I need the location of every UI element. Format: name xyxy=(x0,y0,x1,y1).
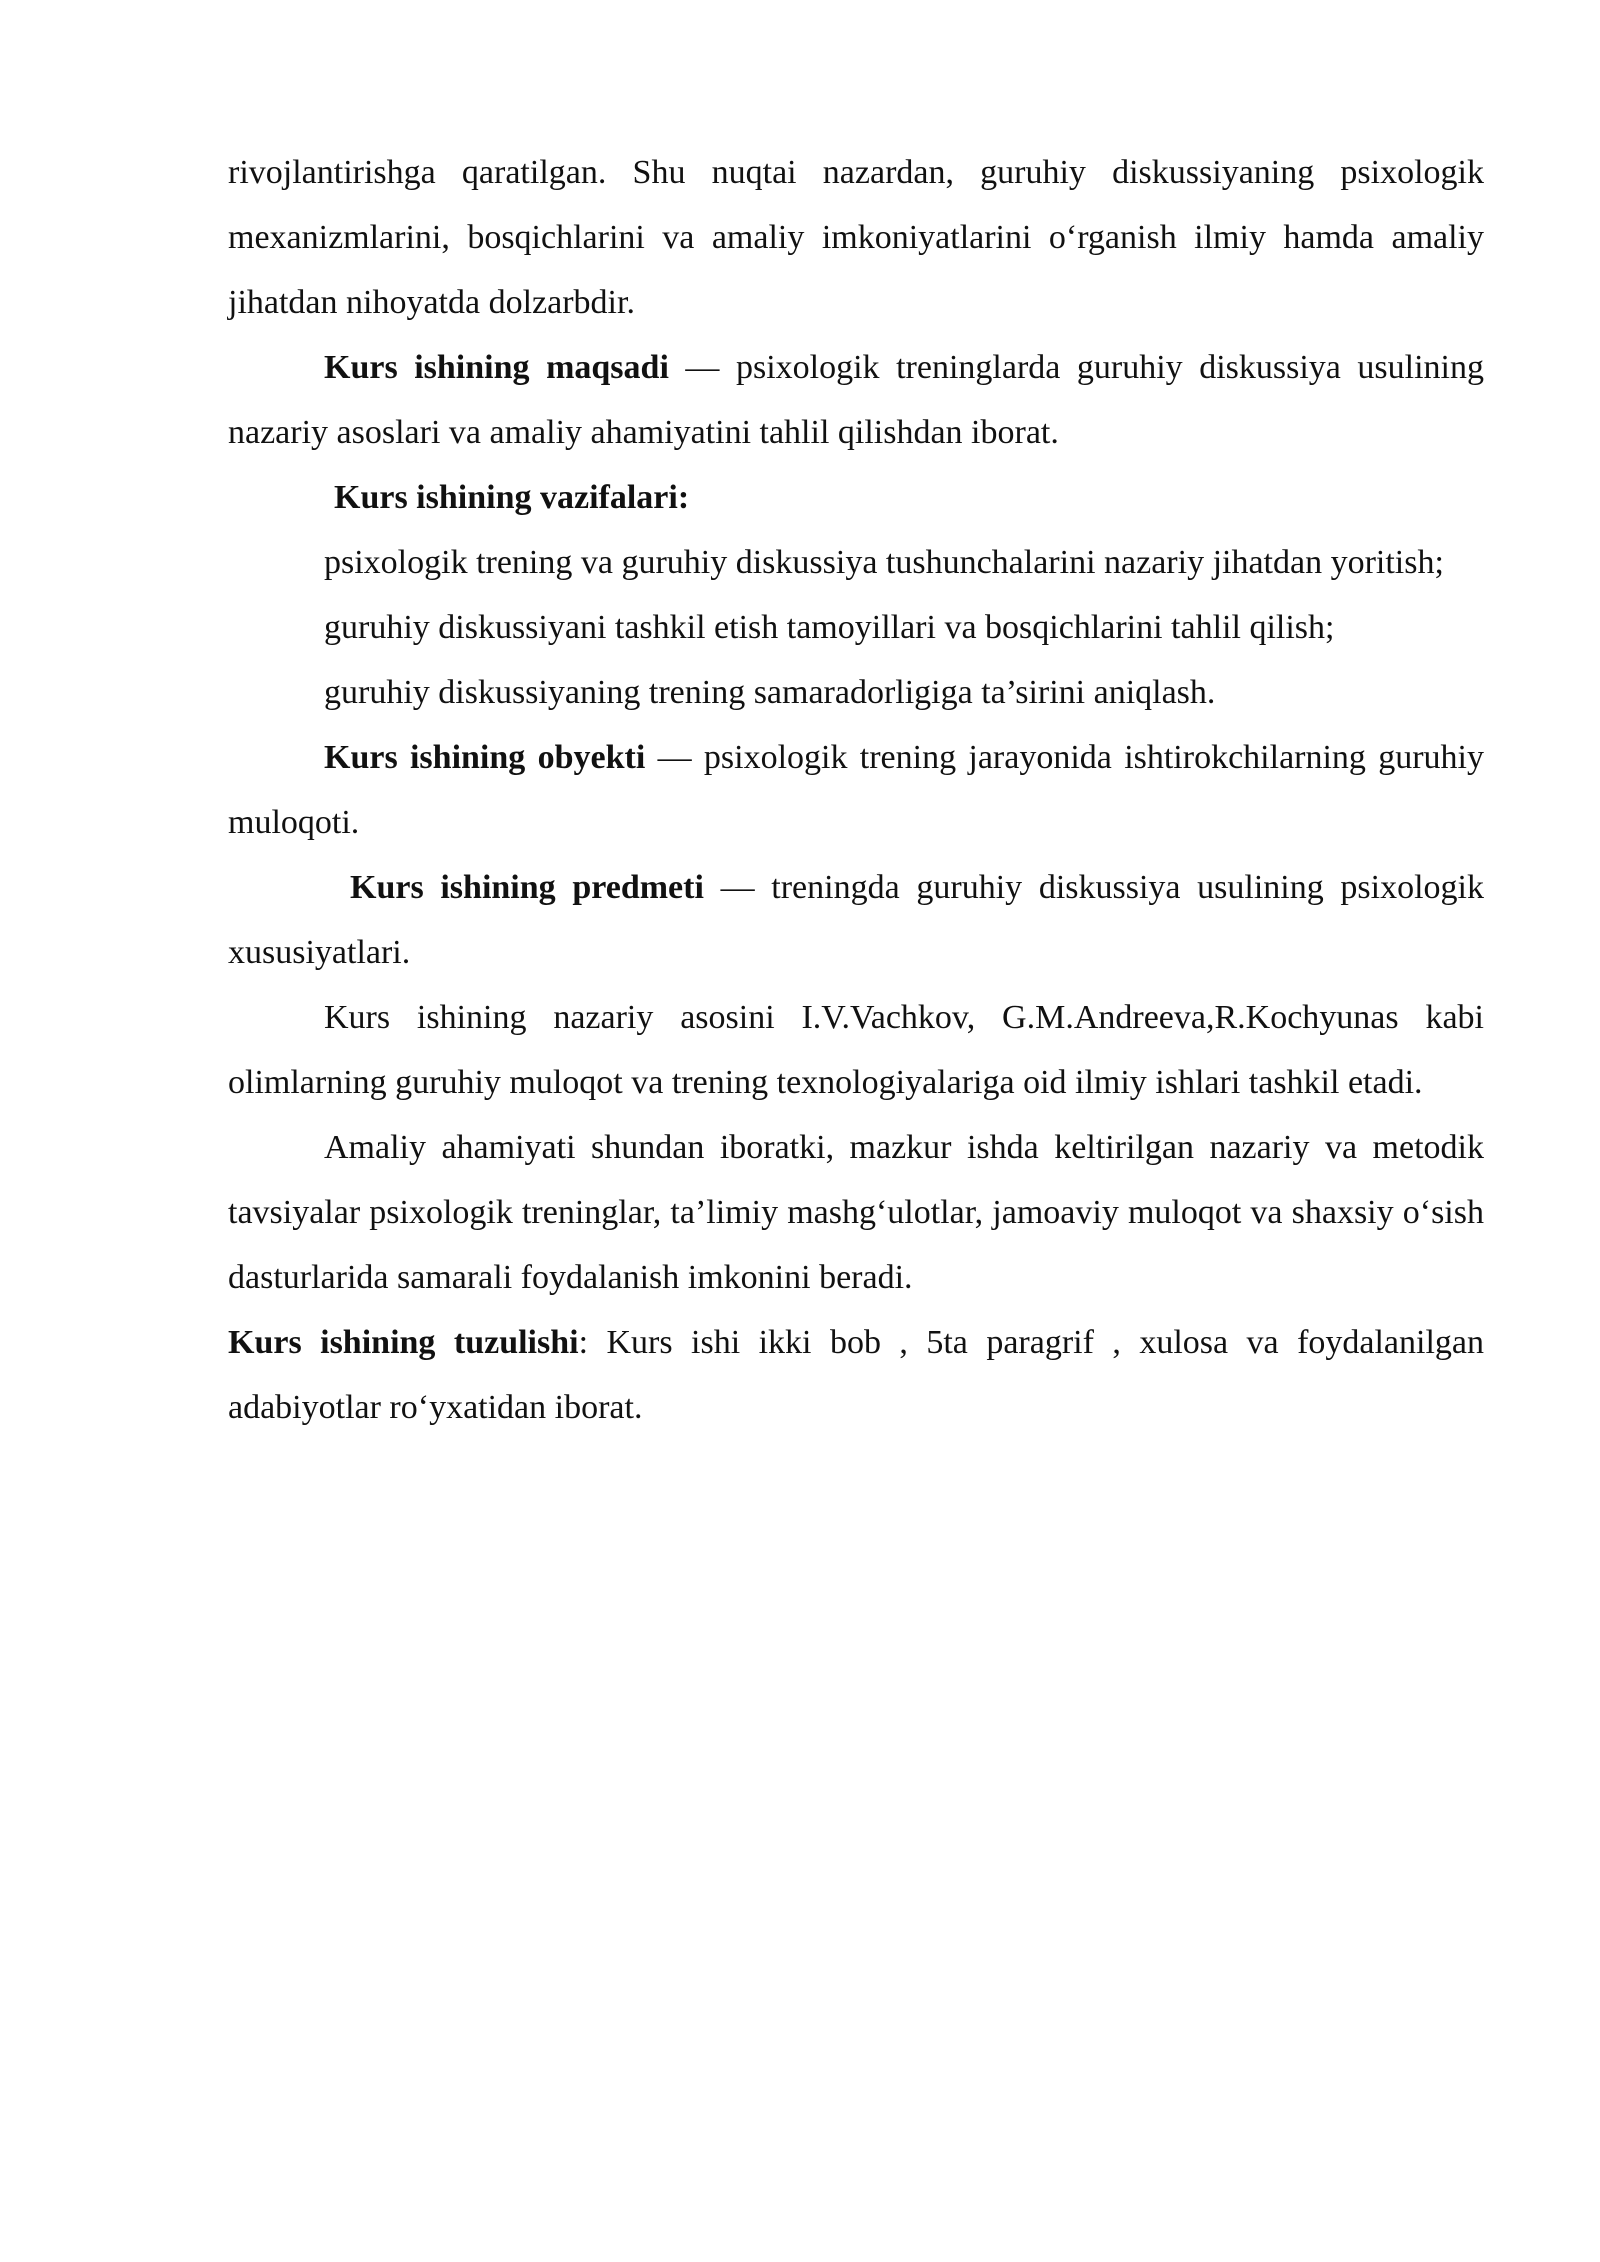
object-text: — psixologik trening jarayonida ishtirokchilarning guruhiy muloqoti. xyxy=(228,739,1484,841)
tasks-heading xyxy=(228,465,1484,530)
theory-paragraph: Kurs ishining nazariy asosini I.V.Vachkov, G.M.Andreeva,R.Kochyunas kabi olimlarning guruhiy muloqot va trening texnologiyalariga oid ilmiy ishlari tashkil etadi. xyxy=(228,999,1484,1101)
goal-paragraph xyxy=(228,335,1484,465)
subject-label: Kurs ishining predmeti xyxy=(350,869,704,906)
subject-paragraph xyxy=(228,855,1484,985)
structure-paragraph xyxy=(228,1310,1484,1440)
document-body xyxy=(228,140,1484,1440)
task-item-2: guruhiy diskussiyani tashkil etish tamoyillari va bosqichlarini tahlil qilish; xyxy=(324,609,1335,646)
practical-paragraph: Amaliy ahamiyati shundan iboratki, mazkur ishda keltirilgan nazariy va metodik tavsiyalar psixologik treninglar, ta’limiy mashg‘ulotlar, jamoaviy muloqot va shaxsiy o‘sish dasturlarida samarali foydalanish imkonini beradi. xyxy=(228,1129,1484,1296)
goal-label: Kurs ishining maqsadi xyxy=(324,349,669,386)
object-label: Kurs ishining obyekti xyxy=(324,739,646,776)
task-item-1: psixologik trening va guruhiy diskussiya tushunchalarini nazariy jihatdan yoritish; xyxy=(324,544,1444,581)
goal-text: — psixologik treninglarda guruhiy diskussiya usulining nazariy asoslari va amaliy ahamiyatini tahlil qilishdan iborat. xyxy=(228,349,1485,451)
subject-text: — treningda guruhiy diskussiya usulining psixologik xususiyatlari. xyxy=(228,869,1485,971)
structure-text: : Kurs ishi ikki bob , 5ta paragrif , xulosa va foydalanilgan adabiyotlar ro‘yxatidan iborat. xyxy=(228,1324,1485,1426)
intro-paragraph: rivojlantirishga qaratilgan. Shu nuqtai nazardan, guruhiy diskussiyaning psixologik mexanizmlarini, bosqichlarini va amaliy imkoniyatlarini o‘rganish ilmiy hamda amaliy jihatdan nihoyatda dolzarbdir. xyxy=(228,154,1484,321)
structure-label: Kurs ishining tuzulishi xyxy=(228,1324,579,1361)
task-item-3: guruhiy diskussiyaning trening samaradorligiga ta’sirini aniqlash. xyxy=(324,674,1216,711)
tasks-label: Kurs ishining vazifalari: xyxy=(334,479,690,516)
object-paragraph xyxy=(228,725,1484,855)
